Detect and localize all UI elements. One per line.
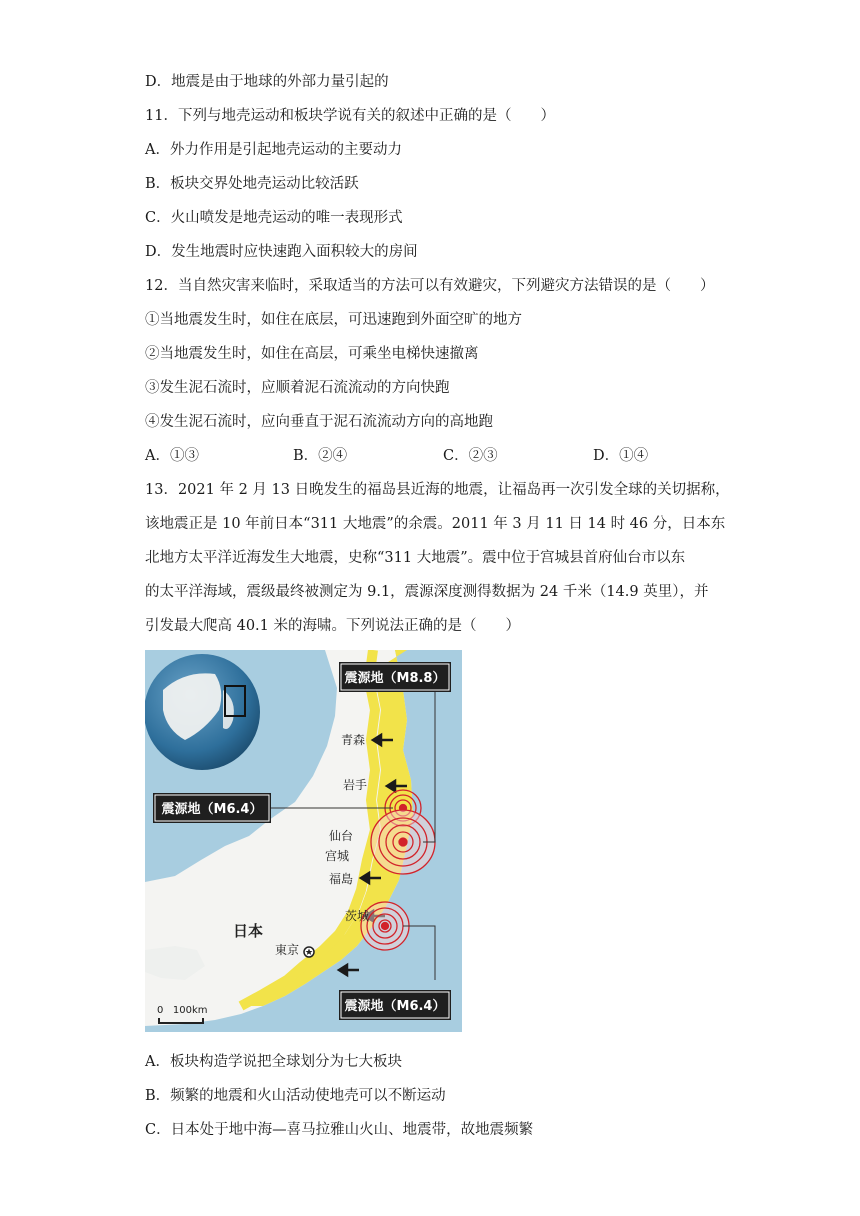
label-box-left	[153, 793, 271, 823]
question-11: 11．下列与地壳运动和板块学说有关的叙述中正确的是（ ）	[145, 108, 555, 124]
q11-option-b: B．板块交界处地壳运动比较活跃	[145, 176, 359, 192]
label-sendai: 仙台	[329, 829, 354, 843]
q13-option-c: C．日本处于地中海—喜马拉雅山火山、地震带，故地震频繁	[145, 1122, 534, 1138]
q12-statement-3: ③发生泥石流时，应顺着泥石流流动的方向快跑	[145, 380, 450, 396]
q12-option-c: C．②③	[443, 448, 498, 464]
label-japan: 日本	[233, 922, 264, 940]
question-13-line-3: 北地方太平洋近海发生大地震，史称“311 大地震”。震中位于宫城县首府仙台市以东	[145, 550, 686, 566]
question-13-line-4: 的太平洋海域，震级最终被测定为 9.1，震源深度测得数据为 24 千米（14.9 英里），并	[145, 584, 709, 600]
q12-option-a: A．①③	[145, 448, 199, 464]
label-scale: 0 100km	[157, 1005, 208, 1016]
q11-option-a: A．外力作用是引起地壳运动的主要动力	[145, 142, 402, 158]
japan-earthquake-map	[145, 650, 462, 1032]
q12-option-d: D．①④	[593, 448, 649, 464]
label-iwate: 岩手	[343, 778, 368, 792]
question-13-line-5: 引发最大爬高 40.1 米的海啸。下列说法正确的是（ ）	[145, 618, 521, 634]
question-13-line-2: 该地震正是 10 年前日本“311 大地震”的余震。2011 年 3 月 11 日 14 时 46 分，日本东	[145, 516, 726, 532]
q12-option-b: B．②④	[293, 448, 348, 464]
q13-option-b: B．频繁的地震和火山活动使地壳可以不断运动	[145, 1088, 446, 1104]
label-epicenter-bottom: 震源地（M6.4）	[344, 999, 446, 1014]
label-aomori: 青森	[341, 733, 366, 747]
q11-option-d: D．发生地震时应快速跑入面积较大的房间	[145, 244, 418, 260]
label-miyagi: 宫城	[325, 849, 350, 863]
label-epicenter-main: 震源地（M8.8）	[344, 671, 446, 686]
q13-option-a: A．板块构造学说把全球划分为七大板块	[145, 1054, 402, 1070]
label-box-bottom	[339, 990, 451, 1020]
label-ibaraki: 茨城	[345, 909, 370, 923]
question-13-line-1: 13．2021 年 2 月 13 日晚发生的福岛县近海的地震，让福岛再一次引发全球的关切据称，	[145, 482, 730, 498]
label-fukushima: 福島	[329, 872, 354, 886]
q11-option-c: C．火山喷发是地壳运动的唯一表现形式	[145, 210, 403, 226]
globe-inset-icon	[145, 654, 260, 770]
q12-statement-1: ①当地震发生时，如住在底层，可迅速跑到外面空旷的地方	[145, 312, 522, 328]
label-epicenter-left: 震源地（M6.4）	[161, 802, 263, 817]
tokyo-star-icon	[304, 947, 314, 957]
label-tokyo: 東京	[275, 943, 300, 957]
question-12: 12．当自然灾害来临时，采取适当的方法可以有效避灾，下列避灾方法错误的是（ ）	[145, 278, 715, 294]
q12-statement-4: ④发生泥石流时，应向垂直于泥石流流动方向的高地跑	[145, 414, 493, 430]
label-box-main	[339, 662, 451, 692]
q12-statement-2: ②当地震发生时，如住在高层，可乘坐电梯快速撤离	[145, 346, 479, 362]
line-d10: D．地震是由于地球的外部力量引起的	[145, 74, 389, 90]
